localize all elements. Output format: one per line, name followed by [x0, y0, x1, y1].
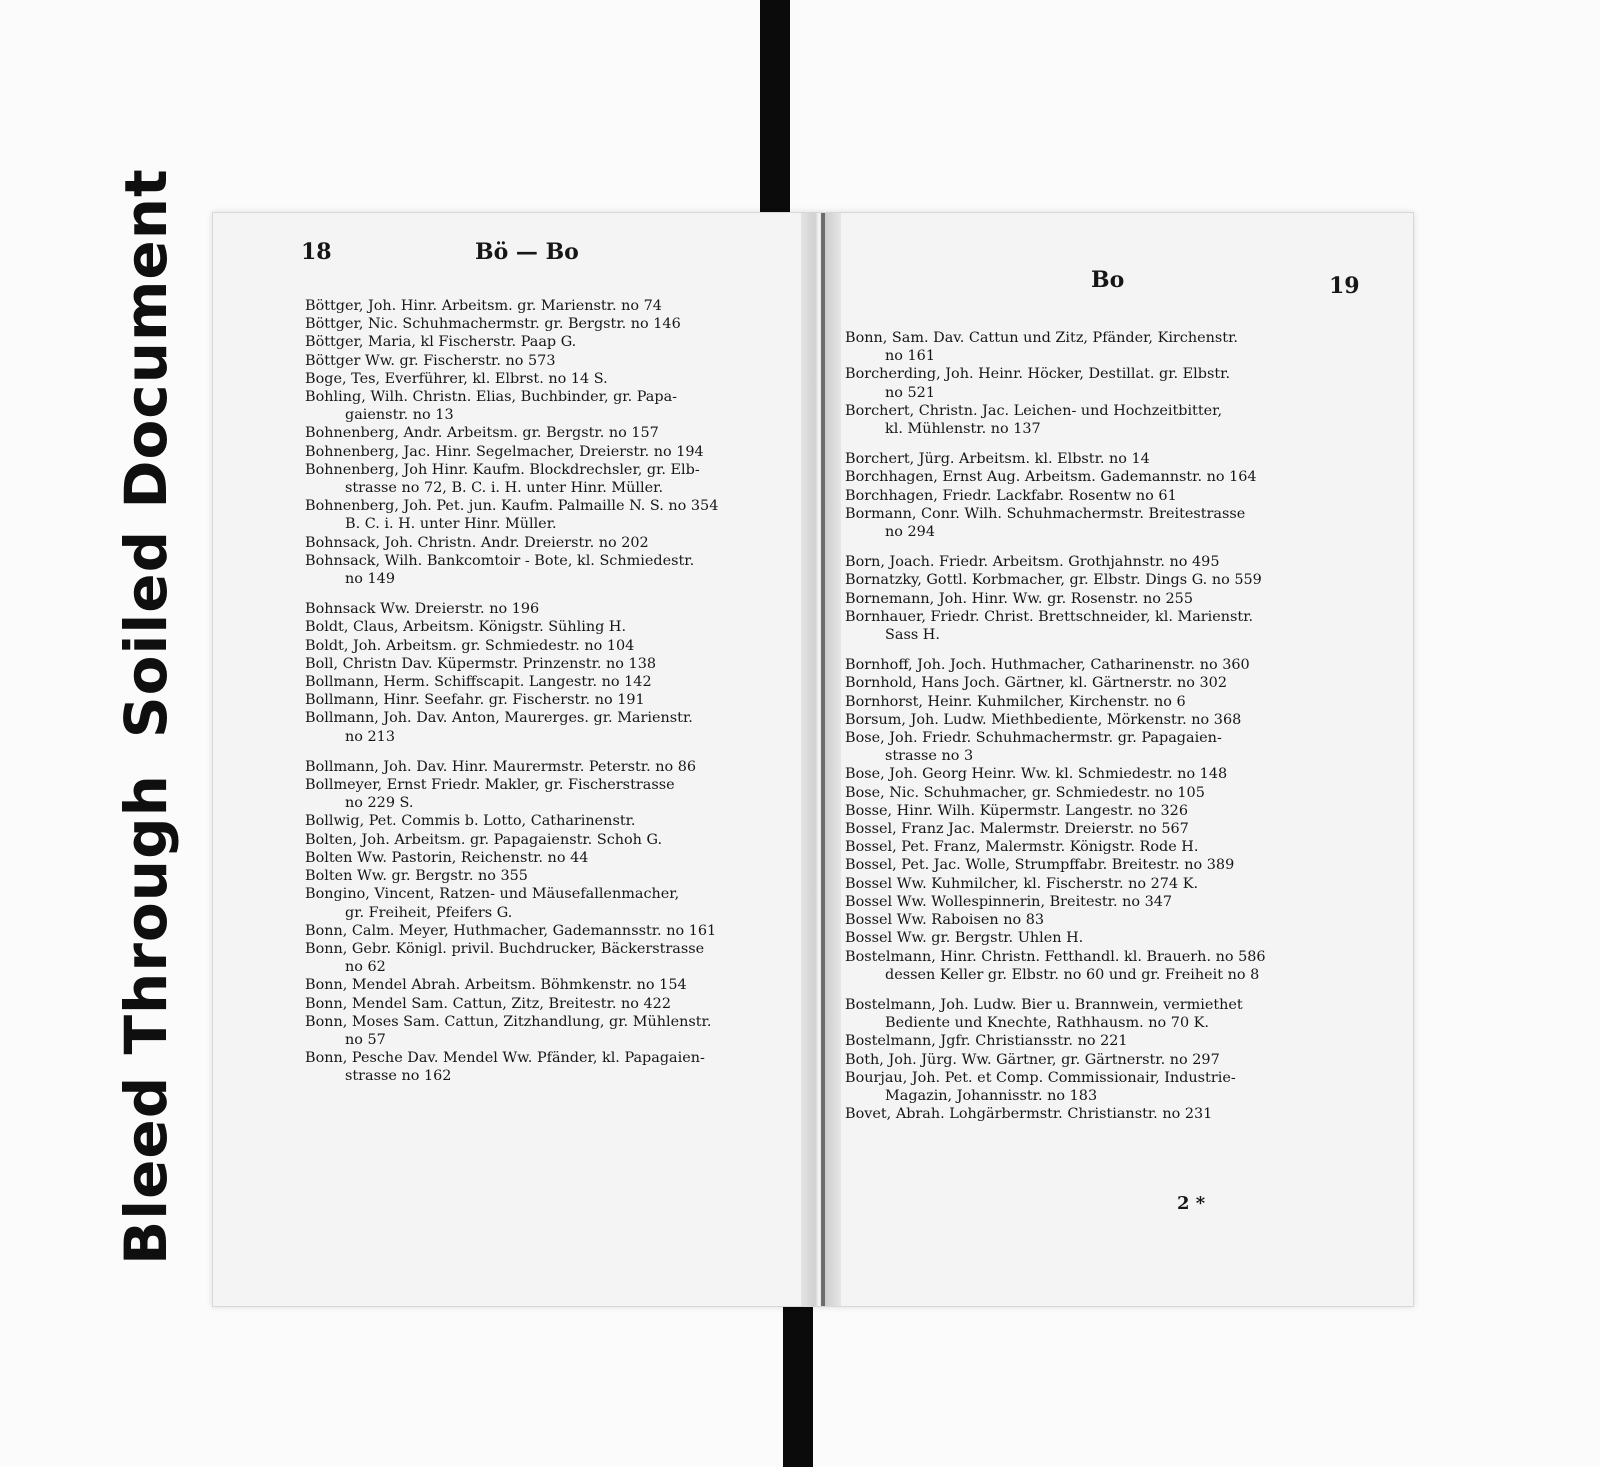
side-stamp — [112, 168, 180, 1265]
stamp-soiled-document: Soiled Document — [112, 168, 180, 739]
entry-line: Bohling, Wilh. Christn. Elias, Buchbinder, gr. Papa- — [305, 389, 678, 406]
entry-line: Bonn, Sam. Dav. Cattun und Zitz, Pfänder, Kirchenstr. — [845, 330, 1238, 346]
directory-entry — [305, 534, 801, 552]
entry-line: Böttger, Maria, kl Fischerstr. Paap G. — [305, 334, 577, 351]
directory-entry — [305, 461, 801, 497]
entry-line: Bornatzky, Gottl. Korbmacher, gr. Elbstr. Dings G. no 559 — [845, 572, 1262, 589]
directory-entry — [305, 388, 801, 424]
entry-line: Bossel Ww. gr. Bergstr. Uhlen H. — [845, 930, 1084, 947]
entry-line: Bohnenberg, Jac. Hinr. Segelmacher, Dreierstr. no 194 — [305, 443, 704, 460]
directory-entry — [845, 450, 1365, 468]
directory-entry — [845, 838, 1365, 856]
directory-entry — [845, 729, 1365, 765]
entry-line: Bosse, Hinr. Wilh. Küpermstr. Langestr. no 326 — [845, 802, 1188, 819]
entry-continuation-line: gr. Freiheit, Pfeifers G. — [345, 904, 513, 921]
directory-entry — [845, 784, 1365, 802]
right-running-head: Bo — [1091, 267, 1125, 293]
directory-entry — [305, 831, 801, 849]
entry-line: Bose, Joh. Georg Heinr. Ww. kl. Schmiedestr. no 148 — [845, 766, 1228, 783]
entry-line: Bose, Nic. Schuhmacher, gr. Schmiedestr. no 105 — [845, 784, 1205, 801]
directory-entry — [305, 370, 801, 388]
directory-entry — [845, 365, 1365, 401]
entry-line: Bormann, Conr. Wilh. Schuhmachermstr. Breitestrasse — [845, 505, 1246, 522]
directory-entry — [845, 468, 1365, 486]
directory-entry — [305, 885, 801, 921]
directory-entry — [305, 1013, 801, 1049]
entry-line: Böttger, Nic. Schuhmachermstr. gr. Bergstr. no 146 — [305, 316, 681, 333]
entry-line: Bossel, Franz Jac. Malermstr. Dreierstr. no 567 — [845, 821, 1189, 838]
directory-entry — [845, 1032, 1365, 1050]
directory-entry — [305, 600, 801, 618]
entry-line: Bornhorst, Heinr. Kuhmilcher, Kirchenstr. no 6 — [845, 693, 1186, 710]
entry-line: Bohnenberg, Andr. Arbeitsm. gr. Bergstr. no 157 — [305, 425, 659, 442]
directory-entry — [845, 856, 1365, 874]
entry-continuation-line: Sass H. — [885, 627, 940, 644]
directory-entry — [305, 424, 801, 442]
directory-entry — [845, 487, 1365, 505]
entry-line: Bolten, Joh. Arbeitsm. gr. Papagaienstr. Schoh G. — [305, 831, 663, 848]
left-running-head: Bö — Bo — [475, 239, 579, 265]
directory-entry — [845, 402, 1365, 438]
entry-line: Bossel, Pet. Franz, Malermstr. Königstr. Rode H. — [845, 839, 1199, 856]
entry-continuation-line: B. C. i. H. unter Hinr. Müller. — [345, 516, 557, 533]
directory-entry — [305, 1049, 801, 1085]
entry-line: Borcherding, Joh. Heinr. Höcker, Destillat. gr. Elbstr. — [845, 366, 1231, 383]
binding-strap-top — [760, 0, 790, 222]
directory-entry — [305, 812, 801, 830]
entry-line: Böttger, Joh. Hinr. Arbeitsm. gr. Marienstr. no 74 — [305, 298, 662, 314]
entry-continuation-line: no 57 — [345, 1031, 386, 1048]
directory-entry — [305, 552, 801, 588]
right-entry-list — [845, 329, 1365, 1123]
directory-entry — [305, 443, 801, 461]
directory-entry — [305, 315, 801, 333]
entry-line: Bollmann, Joh. Dav. Anton, Maurerges. gr. Marienstr. — [305, 710, 693, 727]
directory-entry — [305, 758, 801, 776]
stamp-bleed-through: Bleed Through — [112, 774, 180, 1265]
directory-entry — [305, 655, 801, 673]
entry-line: Bossel Ww. Raboisen no 83 — [845, 912, 1045, 929]
entry-line: Bornhoff, Joh. Joch. Huthmacher, Catharinenstr. no 360 — [845, 657, 1250, 674]
directory-entry — [845, 820, 1365, 838]
entry-line: Bollwig, Pet. Commis b. Lotto, Catharinenstr. — [305, 813, 636, 830]
entry-line: Bonn, Mendel Sam. Cattun, Zitz, Breitestr. no 422 — [305, 995, 671, 1012]
directory-entry — [845, 693, 1365, 711]
entry-continuation-line: no 521 — [885, 384, 935, 401]
directory-entry — [305, 637, 801, 655]
entry-line: Bose, Joh. Friedr. Schuhmachermstr. gr. Papagaien- — [845, 730, 1222, 747]
directory-entry — [305, 922, 801, 940]
entry-continuation-line: Bediente und Knechte, Rathhausm. no 70 K. — [885, 1015, 1210, 1032]
entry-line: Bossel Ww. Kuhmilcher, kl. Fischerstr. no 274 K. — [845, 875, 1199, 892]
directory-entry — [305, 976, 801, 994]
entry-line: Bostelmann, Hinr. Christn. Fetthandl. kl. Brauerh. no 586 — [845, 948, 1266, 965]
entry-line: Bongino, Vincent, Ratzen- und Mäusefallenmacher, — [305, 886, 680, 903]
entry-continuation-line: dessen Keller gr. Elbstr. no 60 und gr. Freiheit no 8 — [885, 966, 1260, 983]
directory-entry — [845, 608, 1365, 644]
entry-line: Borchhagen, Ernst Aug. Arbeitsm. Gademannstr. no 164 — [845, 469, 1257, 486]
entry-line: Bonn, Moses Sam. Cattun, Zitzhandlung, gr. Mühlenstr. — [305, 1013, 712, 1030]
entry-line: Bornemann, Joh. Hinr. Ww. gr. Rosenstr. no 255 — [845, 590, 1193, 607]
entry-line: Bornhold, Hans Joch. Gärtner, kl. Gärtnerstr. no 302 — [845, 675, 1227, 692]
entry-line: Boldt, Joh. Arbeitsm. gr. Schmiedestr. no 104 — [305, 637, 635, 654]
directory-entry — [845, 1105, 1365, 1123]
directory-entry — [845, 802, 1365, 820]
directory-entry — [305, 849, 801, 867]
directory-entry — [305, 297, 801, 315]
entry-line: Bossel, Pet. Jac. Wolle, Strumpffabr. Breitestr. no 389 — [845, 857, 1235, 874]
entry-line: Borchert, Christn. Jac. Leichen- und Hochzeitbitter, — [845, 402, 1223, 419]
left-page — [213, 213, 801, 1306]
entry-line: Both, Joh. Jürg. Ww. Gärtner, gr. Gärtnerstr. no 297 — [845, 1051, 1220, 1068]
entry-continuation-line: strasse no 162 — [345, 1068, 452, 1085]
entry-continuation-line: kl. Mühlenstr. no 137 — [885, 421, 1041, 438]
directory-entry — [305, 333, 801, 351]
entry-line: Bonn, Calm. Meyer, Huthmacher, Gademannsstr. no 161 — [305, 922, 717, 939]
entry-line: Bollmann, Joh. Dav. Hinr. Maurermstr. Peterstr. no 86 — [305, 758, 697, 775]
directory-entry — [305, 691, 801, 709]
directory-entry — [305, 709, 801, 745]
directory-entry — [845, 911, 1365, 929]
left-page-number: 18 — [301, 239, 332, 265]
entry-line: Bourjau, Joh. Pet. et Comp. Commissionair, Industrie- — [845, 1069, 1236, 1086]
entry-continuation-line: no 161 — [885, 348, 935, 365]
right-page — [841, 213, 1413, 1306]
entry-line: Bonn, Mendel Abrah. Arbeitsm. Böhmkenstr. no 154 — [305, 977, 687, 994]
directory-entry — [305, 940, 801, 976]
entry-line: Bornhauer, Friedr. Christ. Brettschneider, kl. Marienstr. — [845, 608, 1254, 625]
entry-continuation-line: strasse no 72, B. C. i. H. unter Hinr. Müller. — [345, 480, 664, 497]
entry-line: Boge, Tes, Everführer, kl. Elbrst. no 14 S. — [305, 370, 608, 387]
directory-entry — [305, 995, 801, 1013]
entry-continuation-line: no 294 — [885, 524, 935, 541]
directory-entry — [845, 765, 1365, 783]
entry-line: Boll, Christn Dav. Küpermstr. Prinzenstr. no 138 — [305, 655, 657, 672]
directory-entry — [845, 929, 1365, 947]
directory-entry — [845, 674, 1365, 692]
directory-entry — [845, 505, 1365, 541]
directory-entry — [845, 590, 1365, 608]
directory-entry — [845, 656, 1365, 674]
directory-entry — [845, 893, 1365, 911]
entry-line: Born, Joach. Friedr. Arbeitsm. Grothjahnstr. no 495 — [845, 554, 1220, 571]
entry-line: Bohnenberg, Joh. Pet. jun. Kaufm. Palmaille N. S. no 354 — [305, 498, 719, 515]
signature-mark: 2 * — [1177, 1193, 1206, 1214]
directory-entry — [845, 571, 1365, 589]
entry-line: Bollmann, Hinr. Seefahr. gr. Fischerstr. no 191 — [305, 692, 645, 709]
entry-line: Bohnsack, Joh. Christn. Andr. Dreierstr. no 202 — [305, 534, 649, 551]
entry-line: Bonn, Pesche Dav. Mendel Ww. Pfänder, kl. Papagaien- — [305, 1050, 705, 1067]
directory-entry — [305, 352, 801, 370]
entry-line: Bossel Ww. Wollespinnerin, Breitestr. no 347 — [845, 893, 1173, 910]
entry-line: Bostelmann, Jgfr. Christiansstr. no 221 — [845, 1033, 1128, 1050]
directory-entry — [305, 497, 801, 533]
entry-line: Bonn, Gebr. Königl. privil. Buchdrucker, Bäckerstrasse — [305, 940, 705, 957]
entry-continuation-line: no 62 — [345, 959, 386, 976]
directory-entry — [305, 776, 801, 812]
entry-line: Böttger Ww. gr. Fischerstr. no 573 — [305, 352, 556, 369]
directory-entry — [305, 618, 801, 636]
entry-line: Bolten Ww. Pastorin, Reichenstr. no 44 — [305, 849, 589, 866]
entry-line: Bostelmann, Joh. Ludw. Bier u. Brannwein, vermiethet — [845, 996, 1243, 1013]
directory-entry — [305, 867, 801, 885]
entry-line: Bohnsack, Wilh. Bankcomtoir - Bote, kl. Schmiedestr. — [305, 552, 695, 569]
entry-continuation-line: no 229 S. — [345, 795, 414, 812]
entry-line: Bollmann, Herm. Schiffscapit. Langestr. no 142 — [305, 674, 652, 691]
entry-continuation-line: no 149 — [345, 571, 395, 588]
directory-entry — [845, 1051, 1365, 1069]
book-gutter — [801, 213, 841, 1306]
entry-line: Bolten Ww. gr. Bergstr. no 355 — [305, 868, 528, 885]
directory-entry — [845, 711, 1365, 729]
entry-line: Borchhagen, Friedr. Lackfabr. Rosentw no 61 — [845, 487, 1177, 504]
entry-line: Bovet, Abrah. Lohgärbermstr. Christianstr. no 231 — [845, 1106, 1213, 1123]
entry-continuation-line: Magazin, Johannisstr. no 183 — [885, 1087, 1098, 1104]
directory-entry — [845, 996, 1365, 1032]
left-entry-list — [305, 297, 801, 1086]
directory-entry — [845, 1069, 1365, 1105]
directory-entry — [845, 948, 1365, 984]
entry-line: Bohnsack Ww. Dreierstr. no 196 — [305, 601, 540, 618]
entry-line: Bollmeyer, Ernst Friedr. Makler, gr. Fischerstrasse — [305, 777, 675, 794]
directory-entry — [845, 329, 1365, 365]
entry-line: Bohnenberg, Joh Hinr. Kaufm. Blockdrechsler, gr. Elb- — [305, 461, 700, 478]
directory-entry — [845, 553, 1365, 571]
entry-continuation-line: no 213 — [345, 728, 395, 745]
open-book — [212, 212, 1414, 1307]
right-page-number: 19 — [1329, 273, 1360, 299]
directory-entry — [305, 673, 801, 691]
entry-continuation-line: strasse no 3 — [885, 748, 974, 765]
entry-line: Borchert, Jürg. Arbeitsm. kl. Elbstr. no 14 — [845, 451, 1150, 468]
entry-line: Boldt, Claus, Arbeitsm. Königstr. Sühling H. — [305, 619, 627, 636]
entry-line: Borsum, Joh. Ludw. Miethbediente, Mörkenstr. no 368 — [845, 711, 1242, 728]
entry-continuation-line: gaienstr. no 13 — [345, 407, 454, 424]
directory-entry — [845, 875, 1365, 893]
binding-strap-bottom — [783, 1300, 813, 1467]
